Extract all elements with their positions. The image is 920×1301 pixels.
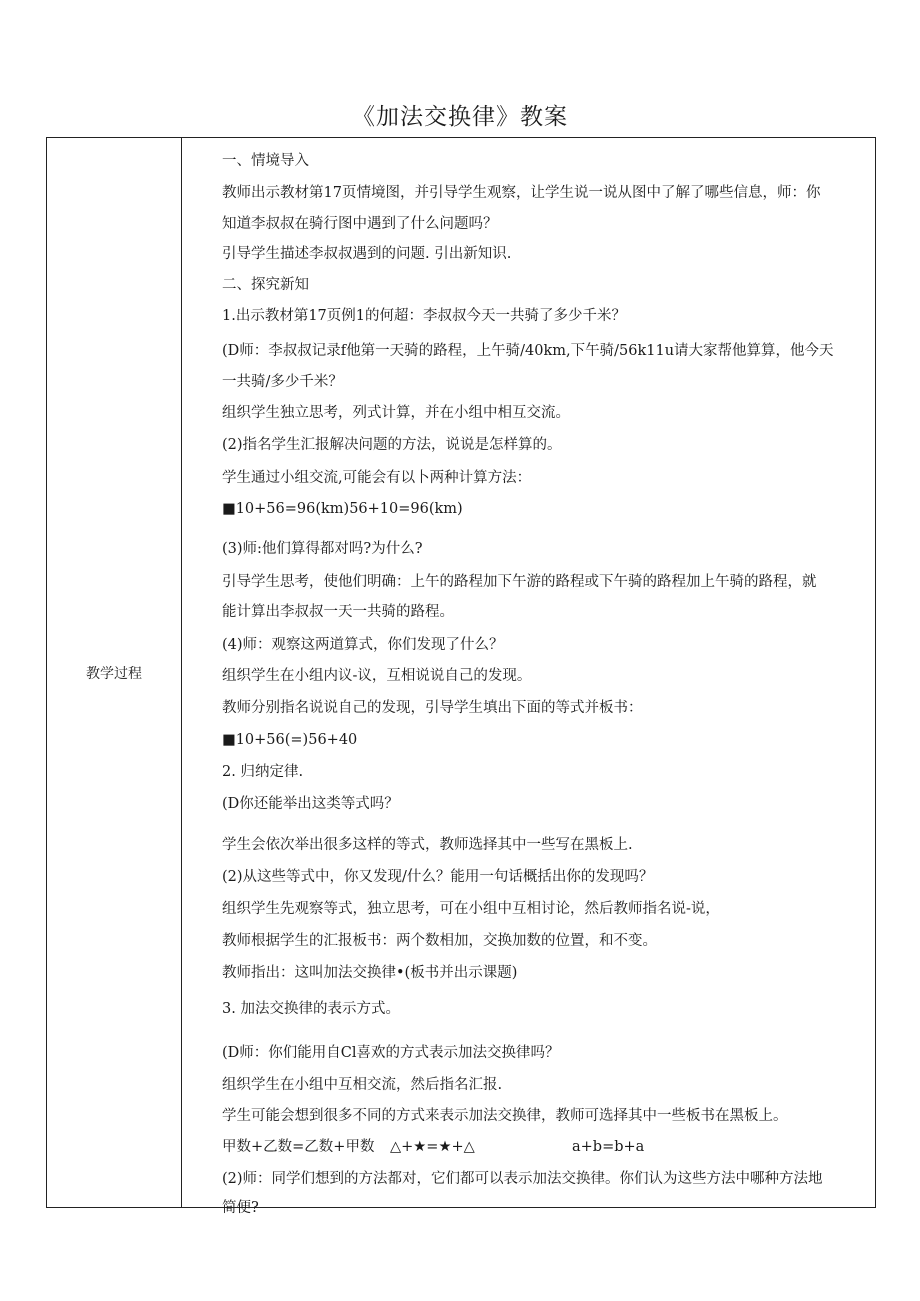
text-line: 一共骑/多少千米？ (222, 374, 343, 390)
page-title: 《加法交换律》教案 (352, 104, 568, 130)
text-line: 引导学生思考，使他们明确：上午的路程加下午游的路程或下午骑的路程加上午骑的路程，就 (222, 574, 817, 590)
text-line: (2)指名学生汇报解决问题的方法，说说是怎样算的。 (222, 437, 562, 453)
text-line: 引导学生描述李叔叔遇到的问题. 引出新知识. (222, 246, 512, 262)
lesson-table (46, 137, 876, 1216)
text-line: 教师分别指名说说自己的发现，引导学生填出下面的等式并板书： (222, 700, 643, 716)
formula-words: 甲数+乙数=乙数+甲数 (222, 1139, 375, 1155)
section-label: 教学过程 (86, 666, 142, 682)
text-line: 教师根据学生的汇报板书：两个数相加，交换加数的位置，和不变。 (222, 933, 657, 949)
text-line: 简便? (222, 1200, 259, 1216)
text-line: 1.出示教材第17页例1的何超：李叔叔今天一共骑了多少千米？ (222, 308, 627, 324)
formula-letters: a+b=b+a (572, 1139, 645, 1155)
formula-row (222, 1137, 864, 1157)
text-line: ■10+56=96(km)56+10=96(km) (222, 501, 463, 517)
text-line: (2)从这些等式中，你又发现/什么？能用一句话概括出你的发现吗？ (222, 869, 654, 885)
text-line: ■10+56(=)56+40 (222, 732, 358, 748)
text-line: 组织学生在小组内议-议，互相说说自己的发现。 (222, 668, 532, 684)
content-cell (182, 138, 876, 1216)
text-line: (D师：李叔叔记录f他第一天骑的路程，上午骑/40km,下午骑/56k11u请大家帮他算算，他今天 (222, 343, 834, 359)
text-line: 3. 加法交换律的表示方式。 (222, 1001, 400, 1017)
text-line: (D师：你们能用自Cl喜欢的方式表示加法交换律吗？ (222, 1045, 560, 1061)
text-line: 学生可能会想到很多不同的方式来表示加法交换律，教师可选择其中一些板书在黑板上。 (222, 1108, 788, 1124)
text-line: 组织学生先观察等式，独立思考，可在小组中互相讨论，然后教师指名说-说， (222, 901, 720, 917)
text-line: 一、情境导入 (222, 153, 309, 169)
text-line: (D你还能举出这类等式吗？ (222, 796, 399, 812)
text-line: 学生通过小组交流,可能会有以卜两种计算方法： (222, 470, 532, 486)
text-line: 组织学生独立思考，列式计算，并在小组中相互交流。 (222, 405, 570, 421)
text-line: (4)师：观察这两道算式，你们发现了什么？ (222, 637, 504, 653)
text-line: 能计算出李叔叔一天一共骑的路程。 (222, 604, 454, 620)
text-line: 知道李叔叔在骑行图中遇到了什么问题吗？ (222, 216, 498, 232)
text-line: 二、探究新知 (222, 277, 309, 293)
text-line: 2. 归纳定律. (222, 764, 304, 780)
formula-symbols: △+★=★+△ (390, 1139, 475, 1155)
text-line: 教师出示教材第17页情境图，并引导学生观察，让学生说一说从图中了解了哪些信息，师：你 (222, 185, 821, 201)
text-line: (3)师:他们算得都对吗?为什么? (222, 541, 423, 557)
text-line: 学生会依次举出很多这样的等式，教师选择其中一些写在黑板上. (222, 837, 633, 853)
text-line: 教师指出：这叫加法交换律•(板书并出示课题) (222, 965, 518, 981)
text-line: 组织学生在小组中互相交流，然后指名汇报. (222, 1077, 503, 1093)
text-line: (2)师：同学们想到的方法都对，它们都可以表示加法交换律。你们认为这些方法中哪种方法地 (222, 1171, 823, 1187)
